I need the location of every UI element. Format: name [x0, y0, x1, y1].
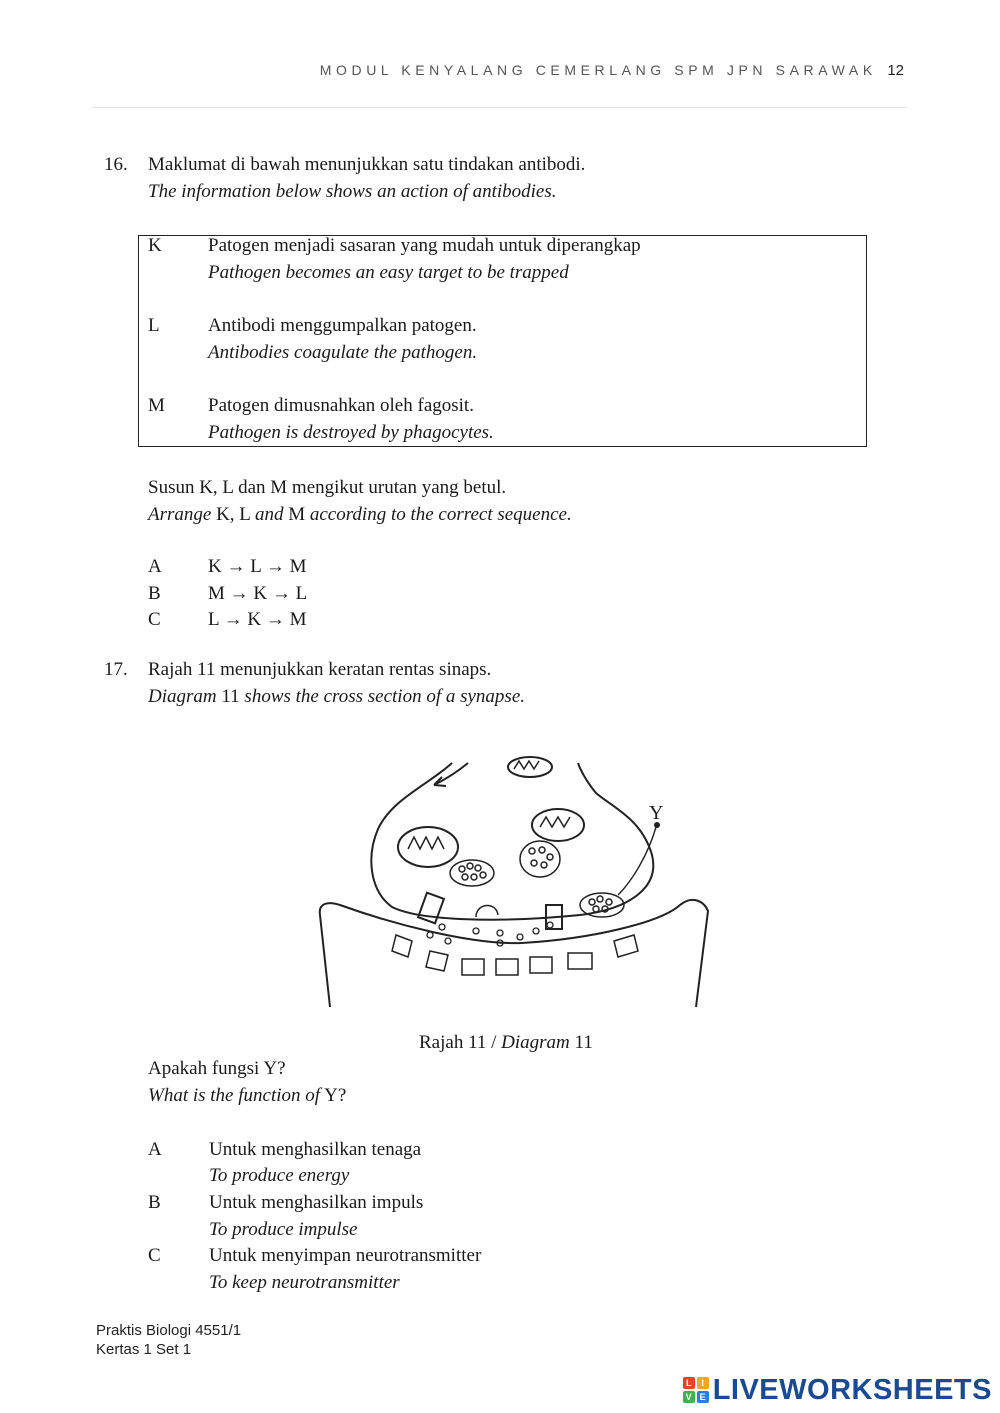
- q17-stem-w2: 11: [221, 686, 240, 707]
- mitochondrion-icon: [508, 757, 552, 777]
- seq-item: M: [289, 609, 307, 630]
- q16-instr-w3: and: [254, 504, 284, 525]
- synaptic-vesicle-icon: [450, 860, 494, 886]
- diagram-label-y: Y: [649, 802, 664, 824]
- seq-item: M: [289, 556, 307, 577]
- q16-instr-w5: according to the correct sequence.: [309, 504, 572, 525]
- q17-option-a-letter[interactable]: A: [148, 1139, 162, 1160]
- arrow-icon: →: [265, 609, 285, 630]
- q16-stem-en: The information below shows an action of antibodies.: [148, 181, 557, 202]
- mitochondrion-icon: [398, 827, 458, 867]
- seq-item: K: [253, 583, 268, 604]
- q16-item-m-label: M: [148, 395, 165, 416]
- receptor-icon: [392, 935, 638, 975]
- q17-question-w1: What is the function of: [148, 1085, 321, 1106]
- q16-instruction-en: [148, 501, 572, 528]
- caption-num: 11: [574, 1032, 593, 1053]
- q17-question-en: [148, 1082, 346, 1109]
- arrow-icon: →: [229, 583, 249, 604]
- synaptic-vesicle-y-icon: [580, 893, 624, 917]
- q17-option-a-en[interactable]: To produce energy: [209, 1165, 350, 1186]
- footer-line-2: Kertas 1 Set 1: [96, 1341, 192, 1358]
- q16-item-k-label: K: [148, 235, 162, 256]
- q16-number: 16.: [104, 154, 128, 175]
- seq-item: K: [247, 609, 262, 630]
- header-divider: [92, 107, 907, 108]
- exocytosis-icon: [476, 905, 498, 917]
- logo-mark-letter: I: [697, 1377, 709, 1389]
- q16-option-c-letter[interactable]: C: [148, 609, 161, 630]
- postsynaptic-membrane: [320, 900, 708, 1007]
- synapse-diagram: [300, 755, 720, 1015]
- arrow-icon: →: [223, 609, 243, 630]
- q16-stem-ms: Maklumat di bawah menunjukkan satu tindakan antibodi.: [148, 154, 586, 175]
- synaptic-vesicle-icon: [520, 841, 560, 877]
- seq-item: L: [295, 583, 308, 604]
- q17-option-c-en[interactable]: To keep neurotransmitter: [209, 1272, 400, 1293]
- q16-option-c[interactable]: [208, 606, 307, 633]
- q17-option-a-ms[interactable]: Untuk menghasilkan tenaga: [209, 1139, 422, 1160]
- channel-icon: [418, 893, 444, 924]
- footer-line-1: Praktis Biologi 4551/1: [96, 1322, 242, 1339]
- seq-item: L: [250, 556, 262, 577]
- logo-mark-icon: [683, 1377, 709, 1403]
- mitochondrion-icon: [532, 809, 584, 841]
- q17-stem-ms: Rajah 11 menunjukkan keratan rentas sinaps.: [148, 659, 492, 680]
- page-header: [320, 62, 904, 79]
- q17-number: 17.: [104, 659, 128, 680]
- logo-text: LIVEWORKSHEETS: [712, 1373, 992, 1406]
- q16-item-k-ms: Patogen menjadi sasaran yang mudah untuk diperangkap: [208, 235, 641, 256]
- label-pointer: [618, 827, 656, 895]
- q17-option-b-en[interactable]: To produce impulse: [209, 1219, 358, 1240]
- seq-item: M: [208, 583, 225, 604]
- q16-item-m-ms: Patogen dimusnahkan oleh fagosit.: [208, 395, 474, 416]
- seq-item: K: [208, 556, 222, 577]
- page-number: 12: [887, 62, 904, 79]
- q16-item-l-label: L: [148, 315, 160, 336]
- liveworksheets-logo[interactable]: [683, 1373, 992, 1407]
- q16-option-b[interactable]: [208, 580, 307, 607]
- q17-stem-en: [148, 683, 525, 710]
- q16-option-a-letter[interactable]: A: [148, 556, 162, 577]
- q17-caption: [419, 1029, 593, 1056]
- q16-item-k-en: Pathogen becomes an easy target to be trapped: [208, 262, 569, 283]
- q16-option-b-letter[interactable]: B: [148, 583, 161, 604]
- q16-instr-w4: M: [288, 504, 306, 525]
- q16-instr-w1: Arrange: [148, 504, 212, 525]
- arrow-icon: →: [226, 556, 246, 577]
- q17-option-b-ms[interactable]: Untuk menghasilkan impuls: [209, 1192, 424, 1213]
- presynaptic-membrane: [371, 763, 653, 920]
- q16-instruction-ms: Susun K, L dan M mengikut urutan yang betul.: [148, 477, 507, 498]
- logo-mark-letter: L: [683, 1377, 695, 1389]
- q17-option-b-letter[interactable]: B: [148, 1192, 161, 1213]
- q16-item-l-ms: Antibodi menggumpalkan patogen.: [208, 315, 477, 336]
- q17-stem-w3: shows the cross section of a synapse.: [244, 686, 526, 707]
- header-title: MODUL KENYALANG CEMERLANG SPM JPN SARAWAK: [319, 62, 877, 78]
- arrow-icon: →: [265, 556, 285, 577]
- q16-item-l-en: Antibodies coagulate the pathogen.: [208, 342, 478, 363]
- q17-question-ms: Apakah fungsi Y?: [148, 1058, 286, 1079]
- logo-mark-letter: V: [683, 1391, 695, 1403]
- q16-item-m-en: Pathogen is destroyed by phagocytes.: [208, 422, 494, 443]
- logo-mark-letter: E: [697, 1391, 709, 1403]
- seq-item: L: [208, 609, 219, 630]
- caption-ms: Rajah 11 /: [419, 1032, 502, 1053]
- q17-question-w2: Y?: [324, 1085, 347, 1106]
- q17-option-c-ms[interactable]: Untuk menyimpan neurotransmitter: [209, 1245, 482, 1266]
- q16-option-a[interactable]: [208, 553, 307, 580]
- q17-stem-w1: Diagram: [148, 686, 217, 707]
- q16-instr-w2: K, L: [216, 504, 251, 525]
- caption-en: Diagram: [501, 1032, 570, 1053]
- arrow-icon: →: [271, 583, 291, 604]
- q17-option-c-letter[interactable]: C: [148, 1245, 161, 1266]
